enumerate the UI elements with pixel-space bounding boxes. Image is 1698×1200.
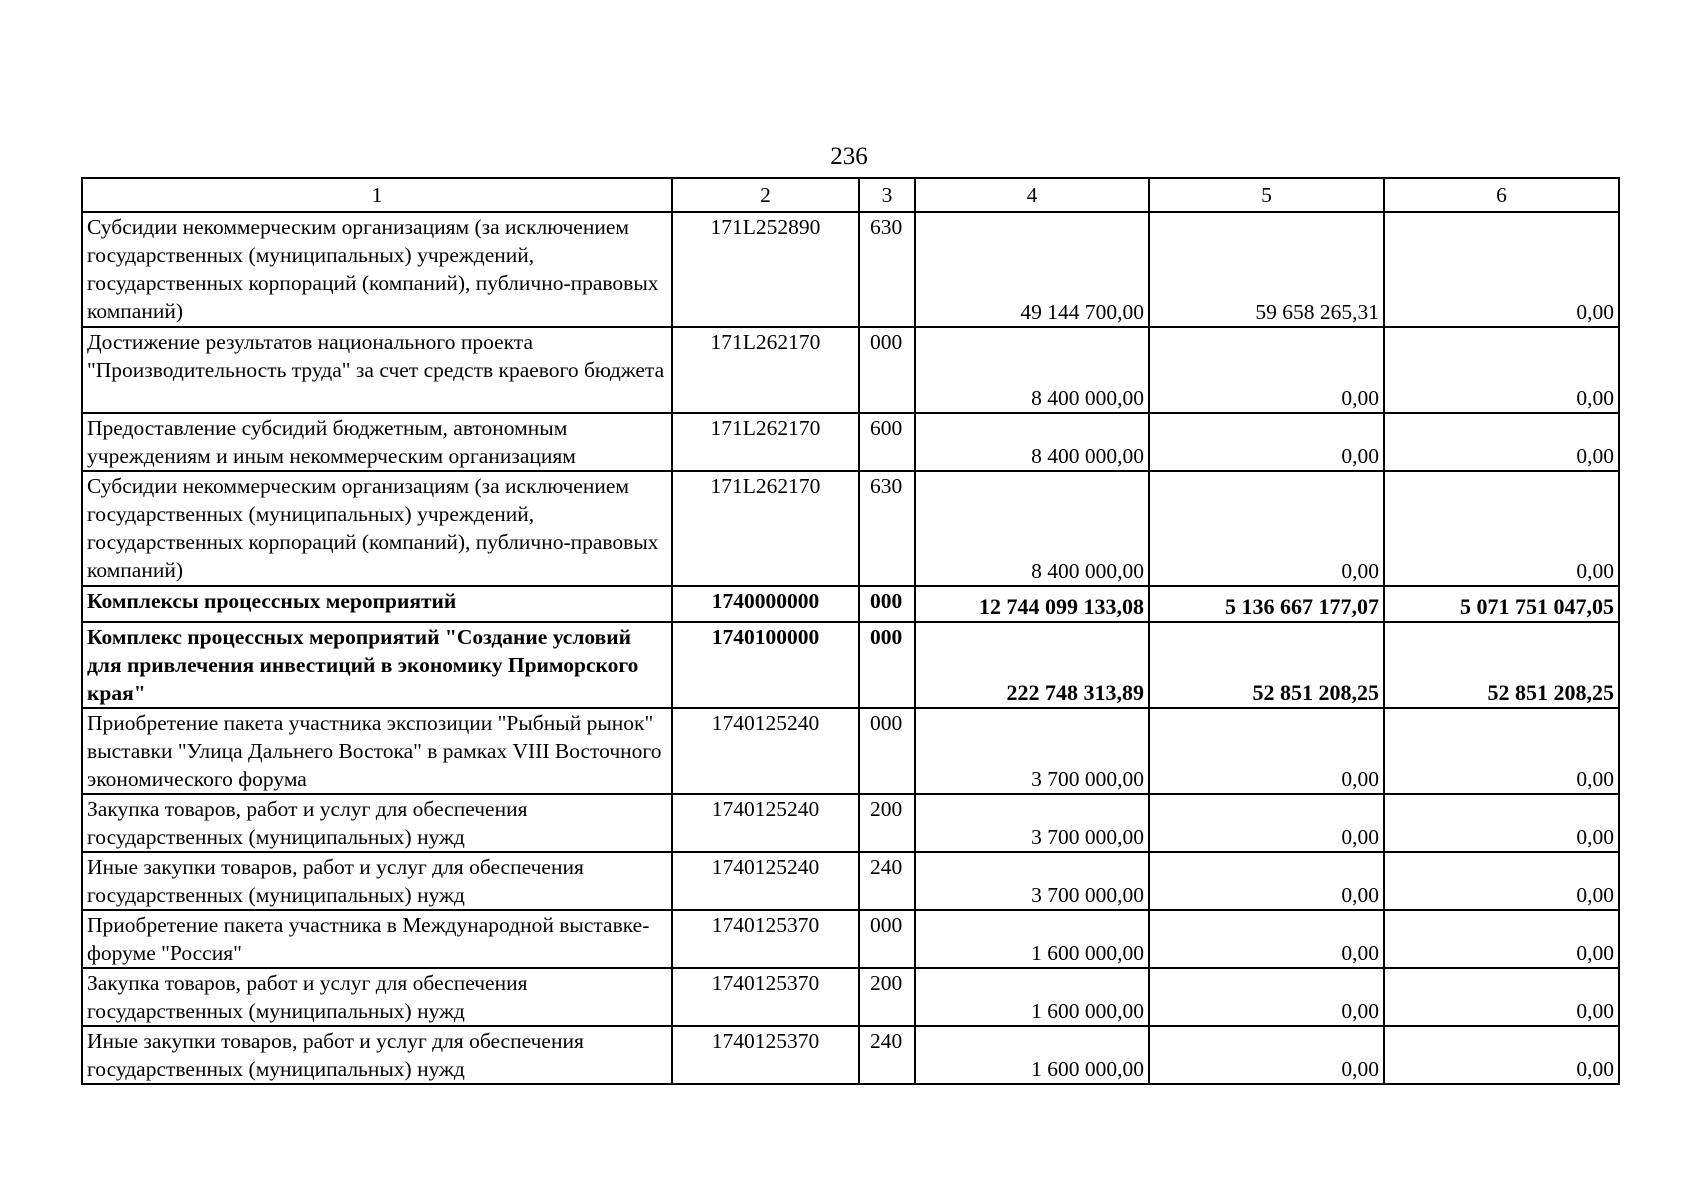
row-amount-4: 1 600 000,00 <box>915 910 1149 968</box>
page-number: 236 <box>830 143 868 170</box>
row-code: 171L262170 <box>672 413 859 471</box>
table-row <box>82 413 1619 471</box>
row-amount-4: 1 600 000,00 <box>915 968 1149 1026</box>
row-amount-5: 0,00 <box>1149 1026 1384 1084</box>
row-expense-type: 630 <box>859 471 915 586</box>
row-code: 171L252890 <box>672 212 859 327</box>
table-row-subsection-total <box>82 622 1619 708</box>
table-row <box>82 1026 1619 1084</box>
row-code: 1740125370 <box>672 968 859 1026</box>
row-amount-4: 3 700 000,00 <box>915 852 1149 910</box>
row-expense-type: 240 <box>859 1026 915 1084</box>
row-expense-type: 200 <box>859 968 915 1026</box>
row-amount-4: 222 748 313,89 <box>915 622 1149 708</box>
table-row <box>82 708 1619 794</box>
row-amount-6: 0,00 <box>1384 852 1619 910</box>
row-amount-6: 0,00 <box>1384 910 1619 968</box>
row-amount-5: 0,00 <box>1149 910 1384 968</box>
row-amount-5: 0,00 <box>1149 968 1384 1026</box>
row-name: Закупка товаров, работ и услуг для обеспечения государственных (муниципальных) нужд <box>82 794 672 852</box>
table-row <box>82 471 1619 586</box>
row-amount-5: 0,00 <box>1149 327 1384 413</box>
budget-table <box>81 177 1620 1085</box>
row-amount-4: 8 400 000,00 <box>915 471 1149 586</box>
row-expense-type: 200 <box>859 794 915 852</box>
row-name: Приобретение пакета участника экспозиции "Рыбный рынок" выставки "Улица Дальнего Востока" в рамках VIII Восточного экономического форума <box>82 708 672 794</box>
row-expense-type: 000 <box>859 910 915 968</box>
row-amount-4: 3 700 000,00 <box>915 794 1149 852</box>
row-amount-6: 0,00 <box>1384 327 1619 413</box>
table-row <box>82 852 1619 910</box>
row-amount-6: 0,00 <box>1384 413 1619 471</box>
row-name: Иные закупки товаров, работ и услуг для обеспечения государственных (муниципальных) нужд <box>82 1026 672 1084</box>
row-name: Комплекс процессных мероприятий "Создание условий для привлечения инвестиций в экономику Приморского края" <box>82 622 672 708</box>
row-amount-6: 52 851 208,25 <box>1384 622 1619 708</box>
row-amount-6: 5 071 751 047,05 <box>1384 586 1619 622</box>
row-code: 171L262170 <box>672 471 859 586</box>
column-header: 2 <box>672 178 859 212</box>
row-name: Приобретение пакета участника в Международной выставке-форуме "Россия" <box>82 910 672 968</box>
row-amount-6: 0,00 <box>1384 1026 1619 1084</box>
row-code: 1740000000 <box>672 586 859 622</box>
row-amount-4: 3 700 000,00 <box>915 708 1149 794</box>
row-amount-4: 12 744 099 133,08 <box>915 586 1149 622</box>
column-header: 3 <box>859 178 915 212</box>
table-header-row <box>82 178 1619 212</box>
table-row-section-total <box>82 586 1619 622</box>
row-amount-6: 0,00 <box>1384 471 1619 586</box>
row-expense-type: 000 <box>859 708 915 794</box>
row-name: Субсидии некоммерческим организациям (за исключением государственных (муниципальных) учреждений, государственных корпораций (компаний), публично-правовых компаний) <box>82 212 672 327</box>
row-code: 1740125240 <box>672 852 859 910</box>
column-header: 5 <box>1149 178 1384 212</box>
row-amount-5: 59 658 265,31 <box>1149 212 1384 327</box>
row-code: 1740125240 <box>672 708 859 794</box>
row-name: Закупка товаров, работ и услуг для обеспечения государственных (муниципальных) нужд <box>82 968 672 1026</box>
row-amount-4: 8 400 000,00 <box>915 327 1149 413</box>
table-row <box>82 794 1619 852</box>
row-name: Предоставление субсидий бюджетным, автономным учреждениям и иным некоммерческим организациям <box>82 413 672 471</box>
table-row <box>82 968 1619 1026</box>
row-expense-type: 630 <box>859 212 915 327</box>
row-amount-5: 0,00 <box>1149 413 1384 471</box>
row-amount-6: 0,00 <box>1384 794 1619 852</box>
row-amount-6: 0,00 <box>1384 708 1619 794</box>
row-name: Субсидии некоммерческим организациям (за исключением государственных (муниципальных) учреждений, государственных корпораций (компаний), публично-правовых компаний) <box>82 471 672 586</box>
table-row <box>82 327 1619 413</box>
row-amount-5: 5 136 667 177,07 <box>1149 586 1384 622</box>
row-amount-4: 49 144 700,00 <box>915 212 1149 327</box>
row-code: 1740125240 <box>672 794 859 852</box>
row-code: 1740100000 <box>672 622 859 708</box>
row-amount-6: 0,00 <box>1384 212 1619 327</box>
row-amount-6: 0,00 <box>1384 968 1619 1026</box>
row-expense-type: 600 <box>859 413 915 471</box>
row-amount-5: 0,00 <box>1149 794 1384 852</box>
row-amount-4: 8 400 000,00 <box>915 413 1149 471</box>
row-expense-type: 240 <box>859 852 915 910</box>
row-amount-4: 1 600 000,00 <box>915 1026 1149 1084</box>
column-header: 1 <box>82 178 672 212</box>
row-expense-type: 000 <box>859 327 915 413</box>
column-header: 6 <box>1384 178 1619 212</box>
row-amount-5: 0,00 <box>1149 708 1384 794</box>
row-name: Достижение результатов национального проекта "Производительность труда" за счет средств краевого бюджета <box>82 327 672 413</box>
row-amount-5: 52 851 208,25 <box>1149 622 1384 708</box>
row-expense-type: 000 <box>859 622 915 708</box>
row-expense-type: 000 <box>859 586 915 622</box>
row-code: 171L262170 <box>672 327 859 413</box>
row-name: Комплексы процессных мероприятий <box>82 586 672 622</box>
row-code: 1740125370 <box>672 1026 859 1084</box>
row-code: 1740125370 <box>672 910 859 968</box>
row-amount-5: 0,00 <box>1149 852 1384 910</box>
column-header: 4 <box>915 178 1149 212</box>
row-amount-5: 0,00 <box>1149 471 1384 586</box>
table-row <box>82 212 1619 327</box>
table-row <box>82 910 1619 968</box>
row-name: Иные закупки товаров, работ и услуг для обеспечения государственных (муниципальных) нужд <box>82 852 672 910</box>
